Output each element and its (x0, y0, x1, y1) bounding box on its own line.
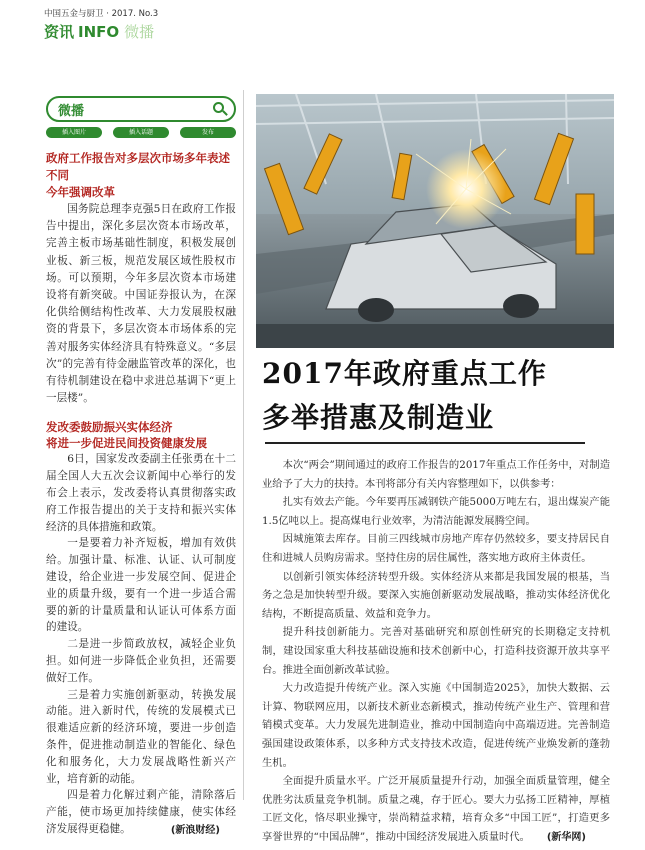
article1-headline-line2: 今年强调改革 (46, 185, 115, 199)
tab-insert-topic[interactable]: 插入话题 (113, 127, 169, 138)
weibo-title: 微播 (58, 103, 85, 119)
weibo-tabs (46, 127, 236, 138)
section-title (44, 23, 614, 41)
article2-source: (新浪财经) (170, 824, 220, 836)
issue-label: 中国五金与厨卫 · 2017. No.3 (44, 9, 159, 19)
factory-illustration (256, 94, 614, 348)
article2-paragraph-4: 三是着力实施创新驱动，转换发展动能。进入新时代，传统的发展模式已很难适应新的经济环境，要进一步创造条件，促进推动制造业的智能化、绿色化和服务化，大力发展战略性新兴产业，培育新的动能。 (46, 688, 236, 785)
main-paragraph-4: 以创新引领实体经济转型升级。实体经济从来都是我国发展的根基，当务之急是加快转型升级。要深入实施创新驱动发展战略，推动实体经济优化结构，不断提高质量、效益和竞争力。 (262, 570, 610, 620)
article1-paragraph: 国务院总理李克强5日在政府工作报告中提出，深化多层次资本市场改革，完善主板市场基础性制度，积极发展创业板、新三板，规范发展区域性股权市场。可以预期，今年多层次资本市场建设将有新突破。中国证券报认为，在深化供给侧结构性改革、大力发展股权融资的背景下，多层次资本市场体系的完善对服务实体经济具有特殊意义。“多层次”的完善有待金融监管改革的深化，也有待机制建设在稳中求进总基调下“更上一层楼”。 (46, 203, 236, 405)
article2-paragraph-1: 6日，国家发改委副主任张勇在十二届全国人大五次会议新闻中心举行的发布会上表示，发改委将认真贯彻落实政府工作报告提出的关于支持和振兴实体经济的具体措施和政策。 (46, 453, 236, 533)
section-title-cn: 资讯 (44, 23, 75, 41)
main-paragraph-3: 因城施策去库存。目前三四线城市房地产库存仍然较多，要支持居民自住和进城人员购房需求。坚持住房的居住属性，落实地方政府主体责任。 (262, 533, 610, 564)
article1-headline-line1: 政府工作报告对多层次市场多年表述不同 (46, 151, 230, 182)
tab-publish[interactable]: 发布 (180, 127, 236, 138)
article2-paragraph-2: 一是要着力补齐短板，增加有效供给。加强计量、标准、认证、认可制度建设，给企业进一步发展空间、促进企业的质量升级，要有一个进一步适合需要的新的计量质量和认证认可体系方面的建设。 (46, 537, 236, 634)
main-paragraph-1: 本次“两会”期间通过的政府工作报告的2017年重点工作任务中，对制造业给予了大力的扶持。本刊将部分有关内容整理如下，以供参考： (262, 459, 610, 490)
article2-paragraph-5: 四是着力化解过剩产能，清除落后产能，使市场更加持续健康，使实体经济发展得更稳健。 (46, 789, 236, 835)
column-divider (243, 90, 244, 800)
main-paragraph-2: 扎实有效去产能。今年要再压减钢铁产能5000万吨左右，退出煤炭产能1.5亿吨以上。提高煤电行业效率，为清洁能源发展腾空间。 (262, 496, 610, 527)
article-title-line1: 2017年政府重点工作 (262, 357, 547, 390)
section-title-en: INFO (78, 23, 120, 41)
article-title-line2: 多举措惠及制造业 (262, 401, 495, 434)
main-article-body (262, 456, 610, 843)
article2-paragraph-3: 二是进一步简政放权，减轻企业负担。如何进一步降低企业负担，还需要做好工作。 (46, 638, 236, 684)
article-title (262, 352, 602, 440)
main-paragraph-5: 提升科技创新能力。完善对基础研究和原创性研究的长期稳定支持机制，建设国家重大科技基础设施和技术创新中心，打造科技资源开放共享平台。推进全面创新改革试验。 (262, 626, 610, 676)
section-subtitle: 微播 (124, 23, 155, 41)
page-header (44, 8, 614, 41)
article2-headline-line1: 发改委鼓励振兴实体经济 (46, 420, 173, 435)
article2-headline (46, 419, 236, 451)
main-paragraph-7: 全面提升质量水平。广泛开展质量提升行动，加强全面质量管理，健全优胜劣汰质量竞争机制。质量之魂，存于匠心。要大力弘扬工匠精神，厚植工匠文化，恪尽职业操守，崇尚精益求精，培育众多“中国工匠”，打造更多享誉世界的“中国品牌”，推动中国经济发展进入质量时代。 (262, 775, 610, 843)
weibo-search-bar[interactable] (46, 96, 236, 122)
left-column (46, 96, 236, 836)
article2-headline-line2: 将进一步促进民间投资健康发展 (46, 436, 207, 451)
main-source: (新华网) (546, 832, 586, 844)
main-paragraph-6: 大力改造提升传统产业。深入实施《中国制造2025》，加快大数据、云计算、物联网应用，以新技术新业态新模式，推动传统产业生产、管理和营销模式变革。大力发展先进制造业，推动中国制造向中高端迈进。完善制造强国建设政策体系，以多种方式支持技术改造，促进传统产业焕发新的蓬勃生机。 (262, 682, 610, 769)
title-divider (265, 442, 585, 444)
search-icon[interactable] (213, 102, 228, 117)
tab-insert-image[interactable]: 插入图片 (46, 127, 102, 138)
factory-photo (256, 94, 614, 348)
article1-headline (46, 150, 236, 201)
